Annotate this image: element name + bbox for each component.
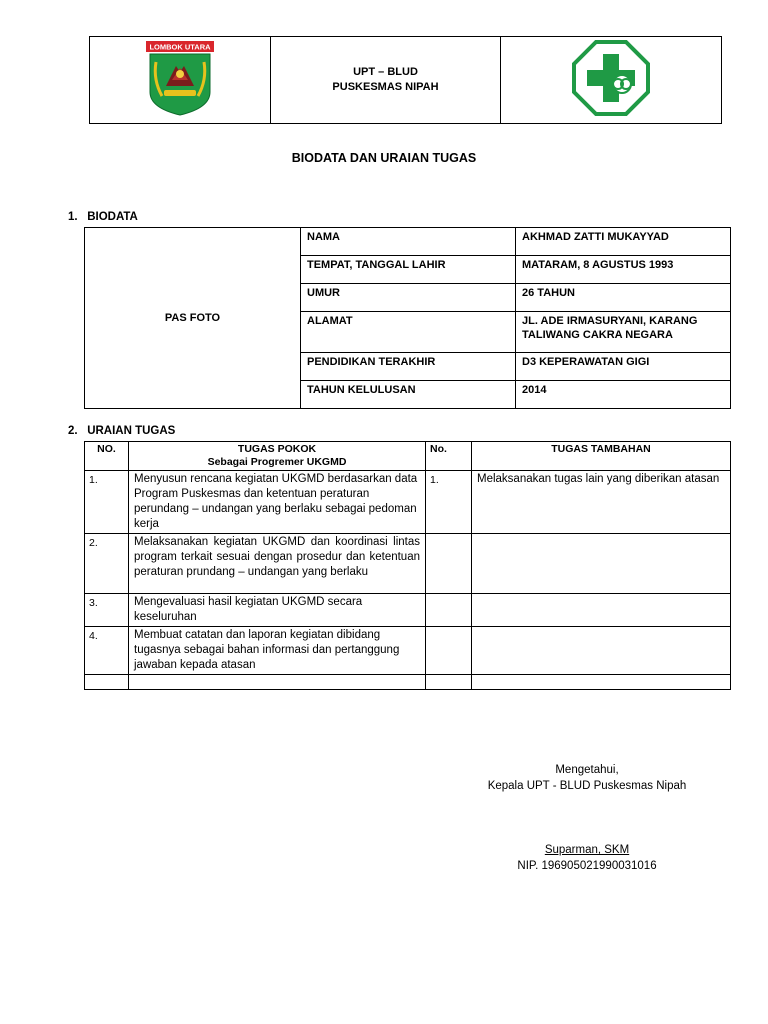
field-label: TEMPAT, TANGGAL LAHIR: [301, 256, 516, 284]
photo-placeholder: PAS FOTO: [85, 228, 301, 409]
row-pokok: Mengevaluasi hasil kegiatan UKGMD secara keseluruhan: [129, 594, 426, 627]
signature-block: [392, 762, 768, 794]
row-tambahan: Melaksanakan tugas lain yang diberikan atasan: [472, 471, 731, 534]
row-no2: 1.: [426, 471, 472, 534]
field-label: TAHUN KELULUSAN: [301, 381, 516, 409]
row-no2: [426, 534, 472, 594]
pokok-header-line1: TUGAS POKOK: [237, 443, 317, 455]
row-tambahan: [472, 627, 731, 675]
row-tambahan: [472, 534, 731, 594]
table-header-row: [85, 442, 731, 471]
field-label: NAMA: [301, 228, 516, 256]
document-title: BIODATA DAN URAIAN TUGAS: [291, 151, 477, 165]
row-no: 3.: [85, 594, 129, 627]
lombok-utara-emblem-icon: [144, 40, 216, 116]
row-tambahan: [472, 594, 731, 627]
field-value: MATARAM, 8 AGUSTUS 1993: [516, 256, 731, 284]
signatory-nip: NIP. 196905021990031016: [517, 860, 657, 872]
row-no2: [426, 675, 472, 690]
row-no: 1.: [85, 471, 129, 534]
field-value: 26 TAHUN: [516, 284, 731, 312]
tugas-table: [84, 441, 731, 690]
table-row: [85, 675, 731, 690]
row-no2: [426, 594, 472, 627]
row-pokok: [129, 675, 426, 690]
section-number: 1.: [68, 211, 78, 223]
section-label: BIODATA: [87, 211, 138, 223]
field-value: JL. ADE IRMASURYANI, KARANG TALIWANG CAKRA NEGARA: [516, 312, 731, 353]
puskesmas-cross-logo-icon: [572, 40, 650, 116]
col-pokok-header: [129, 442, 426, 471]
row-pokok: Menyusun rencana kegiatan UKGMD berdasarkan data Program Puskesmas dan ketentuan peraturan perundang – undangan yang berlaku sebagai pedoman kerja: [129, 471, 426, 534]
section-biodata-heading: [68, 211, 138, 223]
signature-name-block: [392, 842, 768, 874]
org-line-2: PUSKESMAS NIPAH: [332, 81, 439, 93]
signature-ack: Mengetahui,: [555, 764, 619, 776]
table-row: [85, 594, 731, 627]
field-label: ALAMAT: [301, 312, 516, 353]
table-row: [85, 627, 731, 675]
row-no2: [426, 627, 472, 675]
field-label: PENDIDIKAN TERAKHIR: [301, 353, 516, 381]
table-row: [85, 534, 731, 594]
field-value: AKHMAD ZATTI MUKAYYAD: [516, 228, 731, 256]
org-name-cell: [271, 37, 501, 124]
section-number: 2.: [68, 425, 78, 437]
col-tambahan-header: TUGAS TAMBAHAN: [472, 442, 731, 471]
col-no-header: NO.: [85, 442, 129, 471]
emblem-banner-text: LOMBOK UTARA: [149, 42, 211, 51]
row-pokok: Membuat catatan dan laporan kegiatan dibidang tugasnya sebagai bahan informasi dan pertanggung jawaban kepada atasan: [129, 627, 426, 675]
signature-position: Kepala UPT - BLUD Puskesmas Nipah: [487, 780, 687, 792]
col-no2-header: No.: [426, 442, 472, 471]
org-line-1: UPT – BLUD: [353, 66, 418, 78]
field-label: UMUR: [301, 284, 516, 312]
table-row: [85, 471, 731, 534]
section-label: URAIAN TUGAS: [87, 425, 176, 437]
field-value: D3 KEPERAWATAN GIGI: [516, 353, 731, 381]
row-pokok: Melaksanakan kegiatan UKGMD dan koordinasi lintas program terkait sesuai dengan prosedur dan ketentuan peraturan prundang – undangan yang berlaku: [129, 534, 426, 594]
field-value: 2014: [516, 381, 731, 409]
section-uraian-heading: [68, 425, 175, 437]
signatory-name: Suparman, SKM: [544, 844, 630, 856]
row-no: 4.: [85, 627, 129, 675]
right-logo-cell: [501, 37, 722, 124]
left-logo-cell: [90, 37, 271, 124]
row-no: 2.: [85, 534, 129, 594]
row-no: [85, 675, 129, 690]
pokok-header-line2: Sebagai Progremer UKGMD: [207, 456, 347, 468]
letterhead: [89, 36, 722, 124]
biodata-table: [84, 227, 731, 409]
row-tambahan: [472, 675, 731, 690]
